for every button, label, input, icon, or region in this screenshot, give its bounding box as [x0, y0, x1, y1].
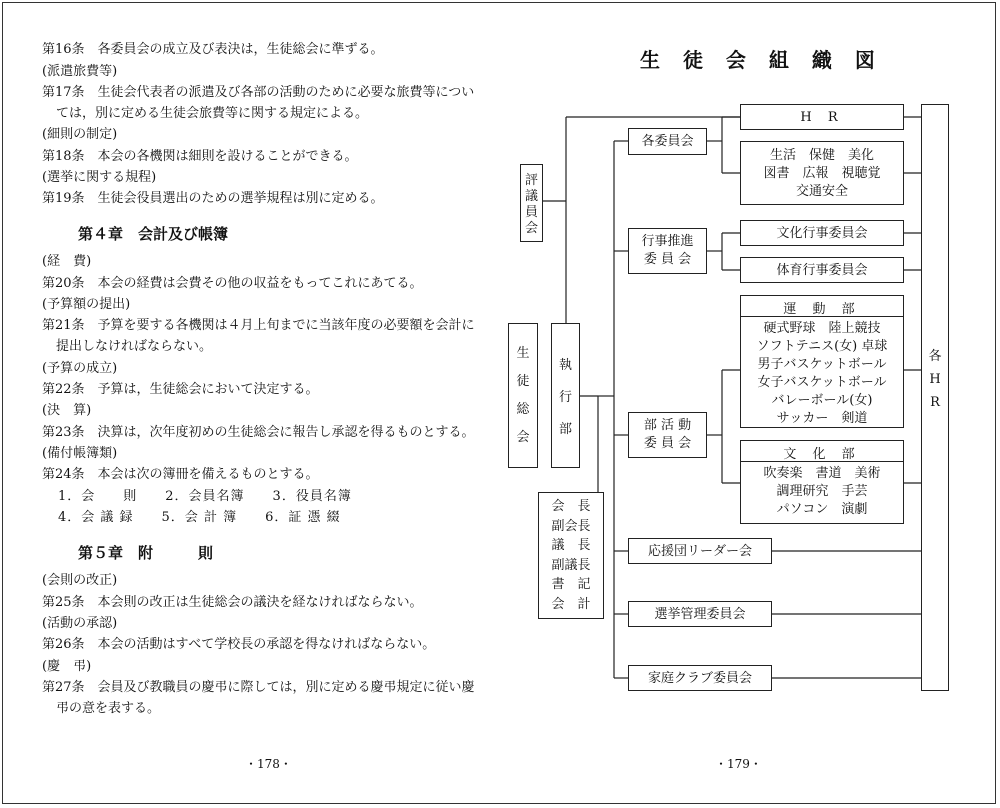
taiiku-gyoji-box — [740, 257, 904, 283]
hyogiinkai-char: 員 — [524, 205, 538, 220]
text-line: 4．会 議 録 5．会 計 簿 6．証 憑 綴 — [58, 510, 341, 525]
text-line: 第27条 会員及び教職員の慶弔に際しては，別に定める慶弔規定に従い慶 — [42, 680, 475, 695]
chapter-heading: 第５章 附 則 — [78, 544, 214, 562]
seitosokai-char: 徒 — [516, 374, 530, 389]
text-line: 第21条 予算を要する各機関は４月上旬までに当該年度の必要額を会計に — [42, 318, 475, 333]
hyogiinkai-char: 評 — [524, 173, 538, 188]
text-line: (活動の承認) — [42, 616, 118, 631]
officer-title: 会 計 — [551, 596, 591, 612]
officer-title: 議 長 — [551, 538, 591, 553]
text-line: (派遣旅費等) — [42, 64, 118, 79]
officer-title: 副会長 — [551, 518, 591, 534]
taiiku-gyoji-label: 体育行事委員会 — [776, 262, 868, 278]
undobu-club: サッカー 剣道 — [776, 411, 868, 426]
text-line: 1．会 則 2．会員名簿 3．役員名簿 — [58, 489, 352, 504]
text-line: 第18条 本会の各機関は細則を設けることができる。 — [42, 149, 358, 164]
undobu-club: バレーボール(女) — [771, 393, 873, 408]
seitosokai-box — [508, 323, 538, 468]
senkyo-box — [628, 601, 772, 627]
kaku-hr-char: R — [930, 395, 940, 410]
shikkobu-box — [551, 323, 580, 468]
chapter-heading: 第４章 会計及び帳簿 — [78, 225, 229, 243]
text-line: 第26条 本会の活動はすべて学校長の承認を得なければならない。 — [42, 637, 436, 652]
undobu-club: 硬式野球 陸上競技 — [763, 321, 881, 336]
text-line: 第20条 本会の経費は会費その他の収益をもってこれにあてる。 — [42, 276, 423, 291]
bunkabu-divider — [741, 461, 903, 462]
officer-title: 副議長 — [551, 557, 591, 573]
kaku-hr-box — [921, 104, 949, 691]
text-line: (備付帳簿類) — [42, 446, 118, 461]
hr-committee-line: 交通安全 — [795, 184, 848, 199]
seitosokai-char: 生 — [516, 346, 530, 361]
seitosokai-char: 会 — [516, 430, 530, 445]
undobu-header: 運 動 部 — [783, 302, 861, 317]
undobu-club: ソフトテニス(女) 卓球 — [756, 339, 888, 354]
bukatsudo-label-line: 部 活 動 — [643, 418, 692, 433]
text-line: 第16条 各委員会の成立及び表決は，生徒総会に準ずる。 — [42, 42, 384, 57]
bunka-gyoji-label: 文化行事委員会 — [776, 225, 868, 241]
officers-box — [538, 492, 604, 619]
gyoji-label-line: 行事推進 — [641, 234, 694, 249]
page-number-left: ・178・ — [245, 757, 292, 771]
hr-committee-line: 図書 広報 視聴覚 — [763, 166, 881, 181]
bunkabu-header: 文 化 部 — [783, 447, 861, 462]
officer-title: 書 記 — [551, 577, 591, 592]
officer-title: 会 長 — [551, 499, 591, 514]
shikkobu-char: 行 — [558, 390, 572, 405]
text-line: (決 算) — [42, 403, 92, 418]
hyogiinkai-char: 議 — [524, 189, 538, 204]
undobu-box — [740, 295, 904, 428]
text-line: 第24条 本会は次の簿冊を備えるものとする。 — [42, 467, 319, 482]
gyoji-box — [628, 228, 707, 274]
bunkabu-box — [740, 440, 904, 524]
undobu-club: 女子バスケットボール — [757, 375, 887, 390]
text-line: (会則の改正) — [42, 573, 118, 588]
bunkabu-club: 調理研究 手芸 — [776, 484, 868, 499]
hyogiinkai-box — [520, 164, 543, 242]
hyogiinkai-char: 会 — [524, 221, 538, 236]
bukatsudo-label-line: 委 員 会 — [643, 436, 692, 451]
text-line: ては，別に定める生徒会旅費等に関する規定による。 — [56, 106, 369, 121]
bunka-gyoji-box — [740, 220, 904, 246]
text-line: (予算額の提出) — [42, 297, 131, 312]
text-line: (慶 弔) — [42, 659, 92, 674]
hr-committees-box — [740, 141, 904, 205]
org-chart-title: 生 徒 会 組 織 図 — [640, 48, 883, 72]
bukatsudo-box — [628, 412, 707, 458]
text-line: 第23条 決算は，次年度初めの生徒総会に報告し承認を得るものとする。 — [42, 425, 475, 440]
katei-label: 家庭クラブ委員会 — [647, 670, 752, 686]
kakuiinkai-label: 各委員会 — [641, 134, 694, 149]
shikkobu-char: 執 — [558, 358, 572, 373]
oendan-label: 応援団リーダー会 — [647, 543, 752, 559]
katei-box — [628, 665, 772, 691]
text-line: (予算の成立) — [42, 361, 118, 376]
hr-label: H R — [800, 109, 844, 125]
hr-box — [740, 104, 904, 130]
senkyo-label: 選挙管理委員会 — [654, 606, 746, 622]
seitosokai-char: 総 — [516, 402, 530, 417]
kaku-hr-char: H — [929, 372, 941, 387]
page-number-right: ・179・ — [715, 757, 762, 771]
text-line: (選挙に関する規程) — [42, 170, 157, 185]
oendan-box — [628, 538, 772, 564]
text-line: (細則の制定) — [42, 127, 118, 142]
text-line: 提出しなければならない。 — [56, 339, 213, 354]
text-line: 第22条 予算は，生徒総会において決定する。 — [42, 382, 319, 397]
text-line: 第25条 本会則の改正は生徒総会の議決を経なければならない。 — [42, 595, 423, 610]
text-line: 第19条 生徒会役員選出のための選挙規程は別に定める。 — [42, 191, 384, 206]
shikkobu-char: 部 — [558, 422, 572, 437]
text-line: (経 費) — [42, 254, 92, 269]
text-line: 第17条 生徒会代表者の派遣及び各部の活動のために必要な旅費等につい — [42, 85, 475, 100]
undobu-divider — [741, 316, 903, 317]
bunkabu-club: パソコン 演劇 — [776, 502, 868, 517]
hr-committee-line: 生活 保健 美化 — [769, 148, 874, 163]
undobu-club: 男子バスケットボール — [757, 357, 887, 372]
bunkabu-club: 吹奏楽 書道 美術 — [763, 466, 881, 481]
gyoji-label-line: 委 員 会 — [643, 252, 692, 267]
kakuiinkai-box — [628, 128, 707, 155]
text-line: 弔の意を表する。 — [56, 701, 161, 716]
kaku-hr-char: 各 — [928, 349, 942, 364]
